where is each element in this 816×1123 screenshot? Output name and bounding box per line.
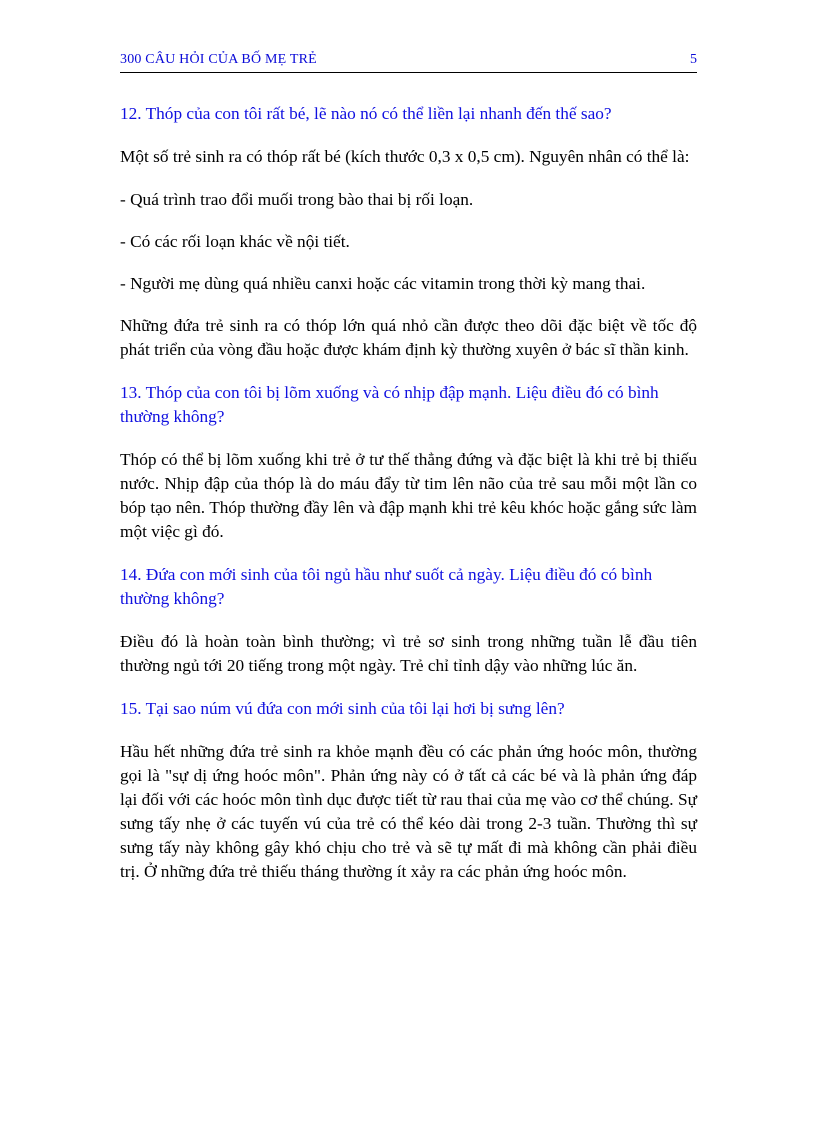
qa-section-13	[120, 381, 697, 544]
question-heading: 12. Thóp của con tôi rất bé, lẽ nào nó có thể liền lại nhanh đến thế sao?	[120, 104, 612, 123]
answer-list-item: - Quá trình trao đổi muối trong bào thai bị rối loạn.	[120, 190, 474, 209]
answer-paragraph: Thóp có thể bị lõm xuống khi trẻ ở tư thế thẳng đứng và đặc biệt là khi trẻ bị thiếu nước. Nhịp đập của thóp là do máu đẩy từ tim lên não của trẻ sau mỗi một lần co bóp tạo nên. Thóp thường đầy lên và đập mạnh khi trẻ kêu khóc hoặc gắng sức làm một việc gì đó.	[120, 450, 697, 541]
answer-paragraph: Một số trẻ sinh ra có thóp rất bé (kích thước 0,3 x 0,5 cm). Nguyên nhân có thể là:	[120, 147, 690, 166]
question-heading: 14. Đứa con mới sinh của tôi ngủ hầu như suốt cả ngày. Liệu điều đó có bình thường không?	[120, 565, 653, 608]
running-header-title: 300 CÂU HỎI CỦA BỐ MẸ TRẺ	[120, 52, 317, 67]
page-header	[120, 52, 697, 73]
answer-list-item: - Có các rối loạn khác về nội tiết.	[120, 232, 350, 251]
qa-section-14	[120, 563, 697, 678]
answer-paragraph: Những đứa trẻ sinh ra có thóp lớn quá nhỏ cần được theo dõi đặc biệt về tốc độ phát triển của vòng đầu hoặc được khám định kỳ thường xuyên ở bác sĩ thần kinh.	[120, 316, 697, 359]
document-body	[120, 102, 697, 903]
question-heading: 15. Tại sao núm vú đứa con mới sinh của tôi lại hơi bị sưng lên?	[120, 699, 565, 718]
answer-paragraph: Hầu hết những đứa trẻ sinh ra khỏe mạnh đều có các phản ứng hoóc môn, thường gọi là "sự dị ứng hoóc môn". Phản ứng này có ở tất cả các bé và là phản ứng đáp lại đối với các hoóc môn tình dục được tiết từ rau thai của mẹ vào cơ thể chúng. Sự sưng tấy nhẹ ở các tuyến vú của trẻ có thể kéo dài trong 2-3 tuần. Thường thì sự sưng tấy này không gây khó chịu cho trẻ và sẽ tự mất đi mà không cần phải điều trị. Ở những đứa trẻ thiếu tháng thường ít xảy ra các phản ứng hoóc môn.	[120, 742, 697, 881]
page-number: 5	[690, 52, 697, 67]
question-heading: 13. Thóp của con tôi bị lõm xuống và có nhịp đập mạnh. Liệu điều đó có bình thường không?	[120, 383, 659, 426]
qa-section-12	[120, 102, 697, 362]
answer-paragraph: Điều đó là hoàn toàn bình thường; vì trẻ sơ sinh trong những tuần lễ đầu tiên thường ngủ tới 20 tiếng trong một ngày. Trẻ chỉ tỉnh dậy vào những lúc ăn.	[120, 632, 697, 675]
qa-section-15	[120, 697, 697, 884]
answer-list-item: - Người mẹ dùng quá nhiều canxi hoặc các vitamin trong thời kỳ mang thai.	[120, 274, 646, 293]
